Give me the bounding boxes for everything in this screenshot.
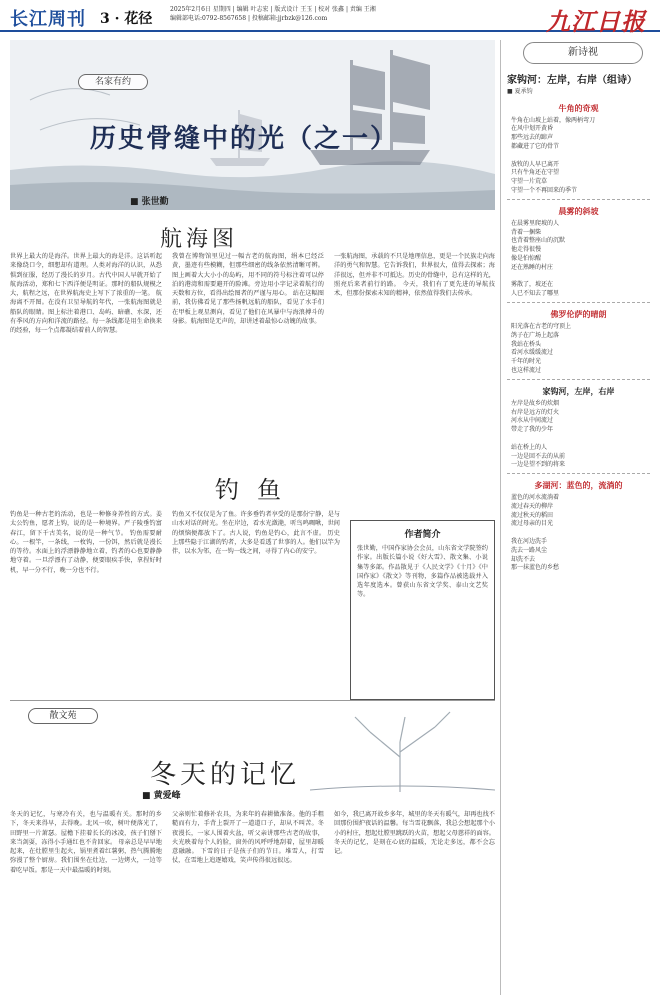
newspaper-header [0,0,660,36]
meta-line-1: 2025年2月6日 星期四 | 编辑 叶志宏 | 版式设计 王玉 | 校对 张鑫 | 责编 王湘 [170,6,376,13]
article-text-col-1: 世界上最大的是海洋。世界上最大的海是洋。这话听起来像绕口令，细想却有道理。人类对海洋的认识，从恐惧到征服，经历了漫长的岁月。古代中国人早就开始了航海活动，郑和七下西洋便是明证。那时的船队规模之大，航程之远，在世界航海史上写下了浓重的一笔。 航海离不开图。在没有卫星导航的年代，一张航海图就是船队的眼睛。图上标注着港口、岛屿、暗礁、水深，还有季风的方向和洋流的路径。每一条线都是用生命换来的经验，每一个点都凝结着前人的智慧。 [10,253,162,335]
poem-body-3: 阳光落在古老的穹顶上 鸽子在广场上起落 我站在桥头 看河水缓缓流过 千年的时光 也这样流过 [511,322,572,374]
sidebar-author-name: 夏承钧 [514,88,533,95]
article-title-2: 冬天的记忆 [150,760,301,790]
poem-title-2: 晨雾的斜坡 [558,205,599,216]
column-tag: 名家有约 [78,74,148,90]
author-name-2: 黄爱峰 [153,791,181,801]
article-text-col-2: 我曾在博物馆里见过一幅古老的航海图，绢本已经泛黄，墨迹有些模糊，但那些细密的线条依然清晰可辨。图上画着大大小小的岛屿，用不同的符号标注着可以停泊的港湾和需要避开的险滩。旁边用小字记录着航行的天数和方位，看得出绘图者的严谨与用心。 站在这幅图前，我仿佛看见了那些扬帆远航的船队，看见了水手们在甲板上观星测向，看见了他们在风暴中与海浪搏斗的身影。航海图是无声的，却讲述着最惊心动魄的故事。 [172,253,324,326]
article-author-2: ■ 黄爱峰 [142,791,181,801]
poem-title-4: 家钩河，左岸，右岸 [542,385,615,396]
author-name: 张世勤 [141,197,169,207]
section-divider [10,700,495,701]
subheading-hanghaitu: 航海图 [160,227,239,252]
main-column [10,40,495,995]
author-bio-box [350,520,495,700]
poem-divider [507,379,650,380]
poem-body-5: 蓝色的河水流淌着 流过春天的柳岸 流过秋天的稻田 流过母亲的目光 我在河边洗手 洗去一路风尘 却洗不去 那一抹蓝色的乡愁 [511,494,560,572]
poem-title-5: 多湖河：蓝色的，流淌的 [534,480,623,491]
section-name: 长江周刊 [10,9,86,30]
article2-text-col-3: 如今，我已离开故乡多年，城里的冬天有暖气，却再也找不回那份围炉夜话的温馨。每当雪花飘落，我总会想起那个小小的村庄，想起灶膛里跳跃的火苗，想起父母慈祥的面容。 冬天的记忆，是刻在心底的温暖，无论走多远，都不会忘记。 [334,811,495,856]
page-number: 3 · 花径 [100,11,153,27]
article2-text-col-1: 冬天的记忆，与寒冷有关，也与温暖有关。那时的乡下，冬天来得早，去得晚。北风一吹，树叶便落光了，田野里一片萧瑟。屋檐下挂着长长的冰凌，孩子们掰下来当剑耍，冻得小手通红也不肯回家。 母亲总是早早地起来，在灶膛里生起火，锅里煮着红薯粥，热气腾腾地弥漫了整个厨房。我们围坐在灶边，一边烤火，一边等着吃早饭。那是一天中最温暖的时刻。 [10,811,162,874]
article-title: 历史骨缝中的光（之一） [90,124,399,154]
sidebar-tag: 新诗视 [523,42,643,64]
poem-body-1: 牛角在山坡上站着，像两柄弯刀 在风中划开黄昏 那些远去的蹄声 都藏进了它的骨节 放牧的人早已离开 只有牛角还在守望 守望一片荒草 守望一个不再回来的季节 [511,116,596,194]
article-author: ■ 张世勤 [130,197,169,207]
poetry-sidebar [500,40,650,995]
poem-body-2: 在晨雾里爬坡的人 背着一捆柴 也背着整座山的沉默 他走得很慢 像是怕惊醒 还在熟睡的村庄 雾散了，坡还在 人已不知去了哪里 [511,219,566,298]
sidebar-author: ■ 夏承钧 [507,88,533,95]
article-text-col-4: 钓鱼是一种古老的活动，也是一种修身养性的方式。姜太公钓鱼，愿者上钩，说的是一种境界。严子陵垂钓富春江，留下千古美名，说的是一种气节。 钓鱼需要耐心。一根竿，一条线，一枚钩，一份饵，然后就是漫长的等待。水面上的浮漂静静地立着，钓者的心也要静静地守着。一旦浮漂有了动静，便要眼疾手快，拿捏好时机，早一分不行，晚一分也不行。 [10,511,162,574]
meta-line-2: 编辑部电话:0792-8567658 | 投稿邮箱:jjrbzk@126.com [170,15,328,22]
bio-title: 作者简介 [404,530,441,540]
article2-text-col-2: 父亲则忙着修补农具，为来年的春耕做准备。他的手粗糙而有力，手背上裂开了一道道口子，却从不叫苦。冬夜漫长，一家人围着火盆，听父亲讲那些古老的故事，火光映着每个人的脸，窗外的风呼呼地刮着，屋里却暖意融融。 下雪的日子是孩子们的节日。堆雪人，打雪仗，在雪地上追逐嬉戏，笑声传得很远很远。 [172,811,324,865]
article-text-col-3: 一张航海图，承载的不只是地理信息，更是一个民族走向海洋的勇气和智慧。它告诉我们，世界很大，值得去探索；海洋很远，但并非不可抵达。历史的骨缝中，总有这样的光，照亮后来者前行的路。 今天，我们有了更先进的导航技术，但那份探索未知的精神，依然值得我们去传承。 [334,253,495,298]
poem-divider [507,473,650,474]
ship-illustration [10,40,495,210]
bio-body: 张世勤，中国作家协会会员，山东省文学院签约作家。出版长篇小说《好大雪》、散文集、小说集等多部。作品散见于《人民文学》《十月》《中国作家》《散文》等刊物，多篇作品被选载并入选年度选本。曾获山东省文学奖、泰山文艺奖等。 [357,545,488,599]
tree-illustration [310,702,495,792]
poem-title-1: 牛角的奇观 [558,102,599,113]
poem-body-4: 左岸是故乡的炊烟 右岸是远方的灯火 河水从中间流过 带走了我的少年 站在桥上的人 一边是回不去的从前 一边是望不到的将来 [511,399,566,469]
sidebar-title-1: 家钩河：左岸，右岸（组诗） [507,75,637,86]
newspaper-logo: 九江日报 [546,7,646,36]
poem-title-3: 佛罗伦萨的晴朗 [550,308,607,319]
column-tag-2: 散文苑 [28,708,98,724]
subheading-diaoyu: 钓鱼 [215,476,299,504]
poem-divider [507,199,650,200]
article-text-col-5: 钓鱼又不仅仅是为了鱼。许多垂钓者享受的是那份宁静，是与山水对话的时光。坐在岸边，看水光潋滟，听鸟鸣啁啾，世间的烦恼便都放下了。古人说，钓鱼是钓心，此言不虚。 历史上那些隐于江湖的钓者，大多是看透了世事的人。他们以竿为伴，以水为邻，在一钩一线之间，寻得了内心的安宁。 [172,511,340,556]
header-meta [170,5,376,23]
poem-divider [507,302,650,303]
